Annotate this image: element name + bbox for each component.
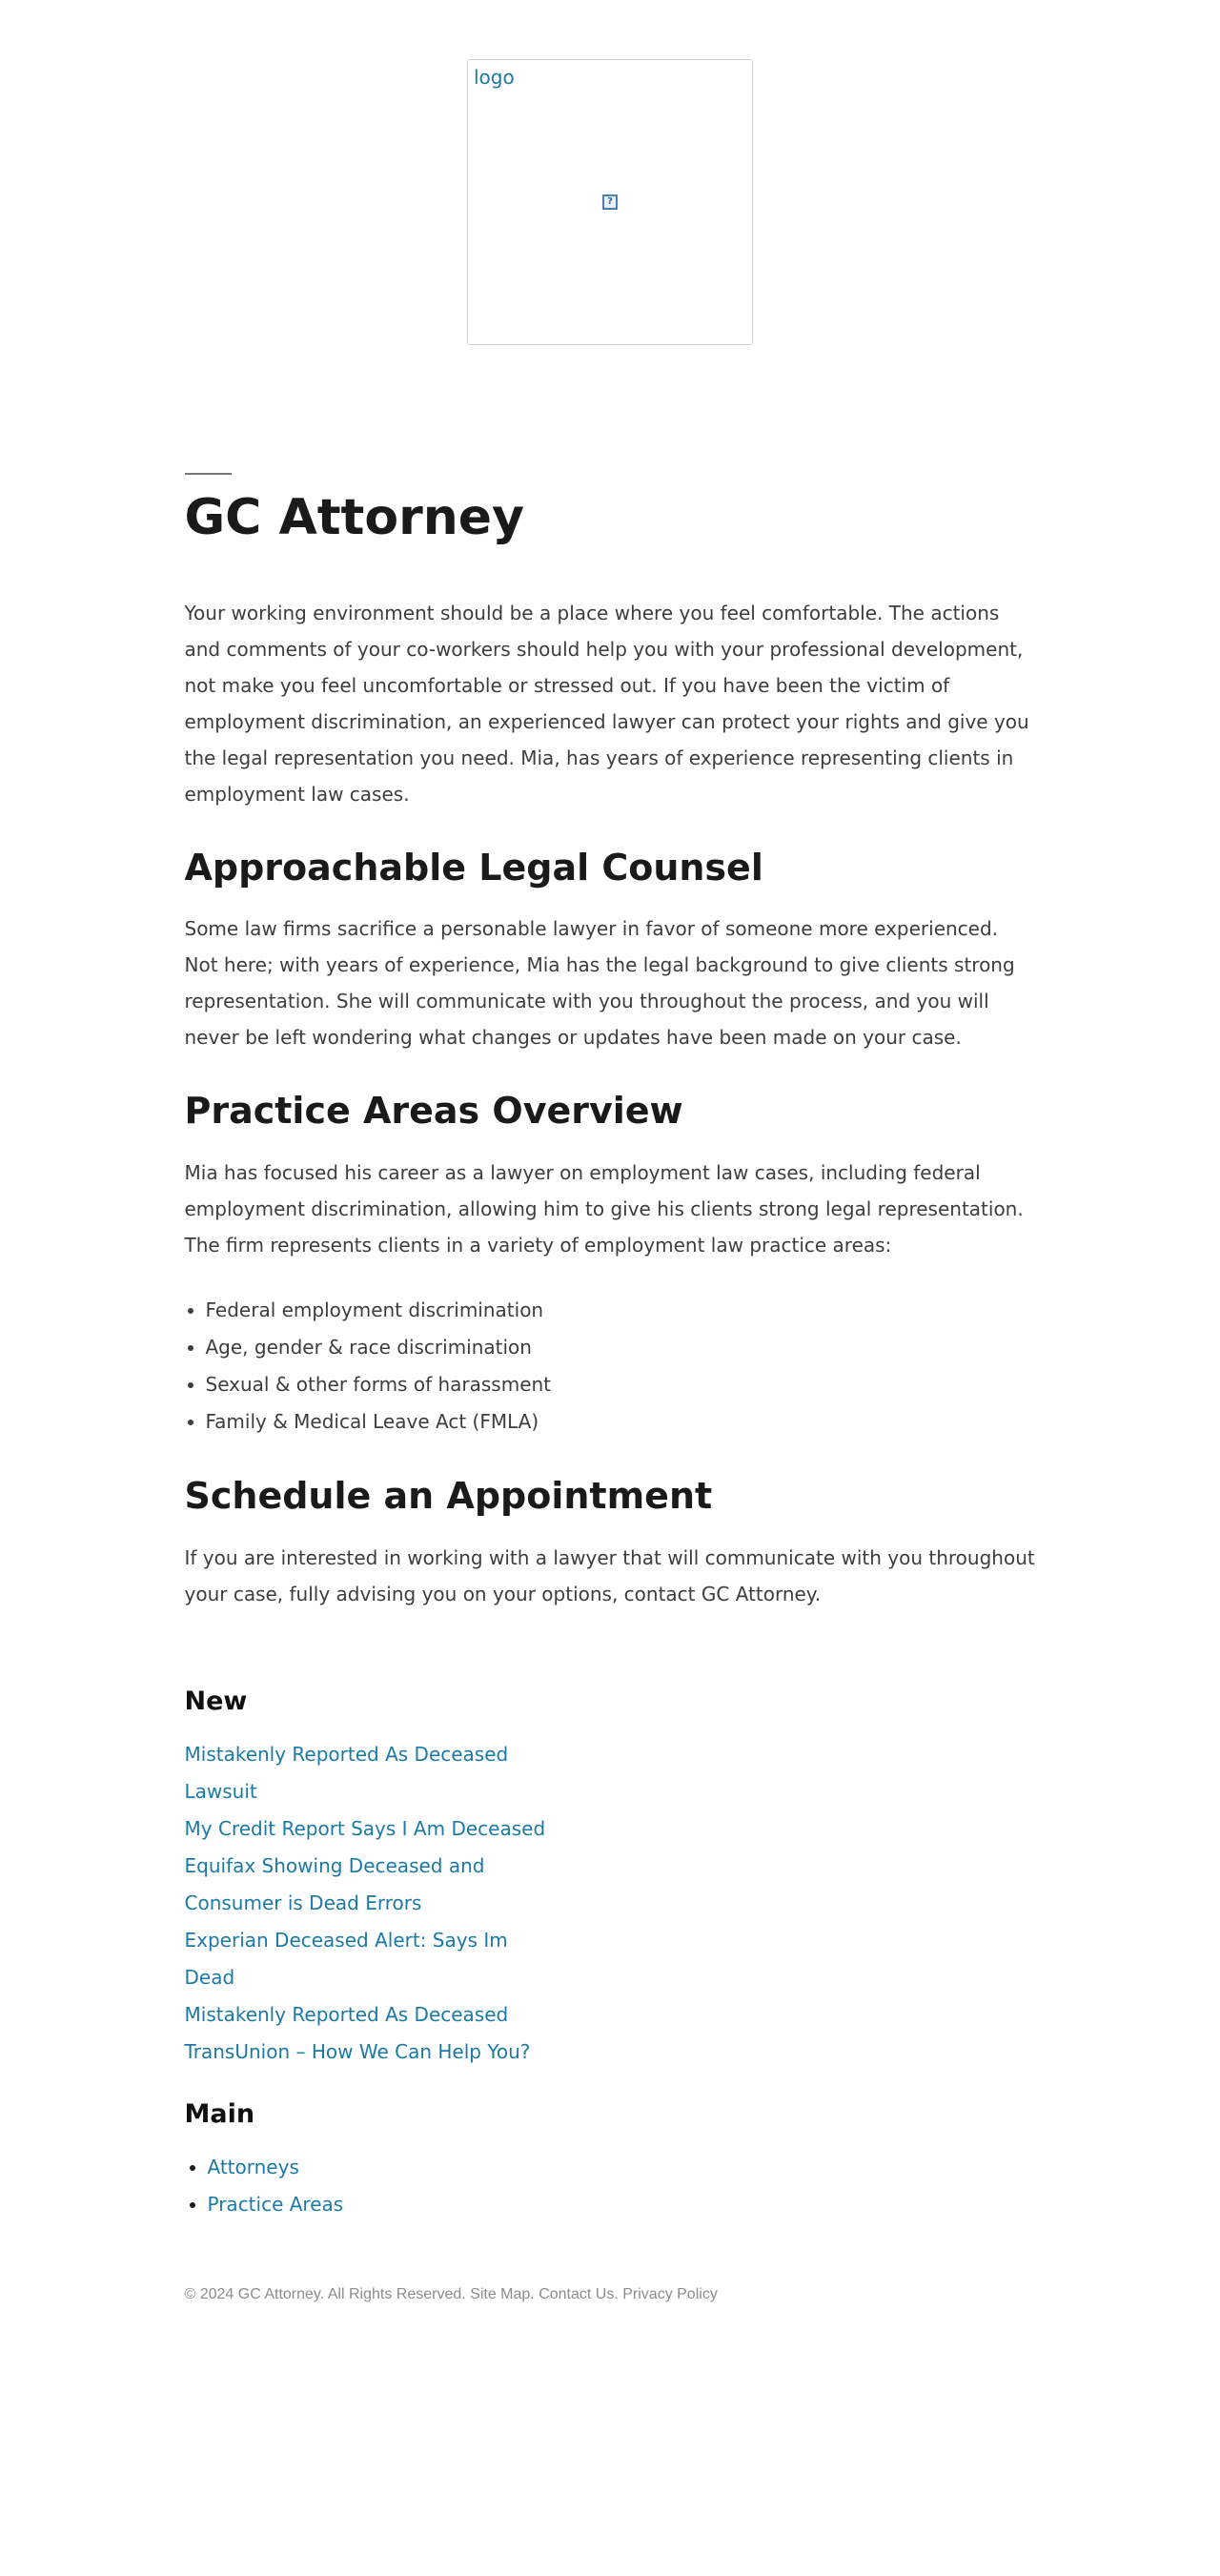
site-map-link[interactable]: Site Map.: [470, 2286, 535, 2303]
widget-title-new: New: [184, 1686, 248, 1716]
page-container: [185, 0, 1036, 2341]
broken-image-icon: [602, 194, 618, 210]
footer-link-transunion-help[interactable]: Mistakenly Reported As Deceased TransUnion – How We Can Help You?: [184, 2002, 531, 2063]
section-heading-approachable-legal-counsel: Approachable Legal Counsel: [184, 846, 763, 889]
footer-link-mistakenly-reported-lawsuit[interactable]: Mistakenly Reported As Deceased Lawsuit: [184, 1742, 509, 1803]
practice-areas-paragraph: Mia has focused his career as a lawyer on employment law cases, including federal employment discrimination, allowing him to give his clients strong legal representation. The firm represents clients in a variety of employment law practice areas:: [184, 1160, 1024, 1257]
contact-us-link[interactable]: Contact Us.: [539, 2286, 619, 2303]
footer-link-attorneys[interactable]: Attorneys: [207, 2156, 299, 2179]
footer-link-credit-report-deceased[interactable]: My Credit Report Says I Am Deceased: [184, 1816, 546, 1840]
list-item: • Age, gender & race discrimination: [206, 1329, 1036, 1366]
intro-paragraph: Your working environment should be a place where you feel comfortable. The actions and comments of your co-workers should help you with your professional development, not make you feel uncomfortable or stressed out. If you have been the victim of employment discrimination, an experienced lawyer can protect your rights and give you the legal representation you need. Mia, has years of experience representing clients in employment law cases.: [184, 601, 1029, 806]
footer-link-practice-areas[interactable]: Practice Areas: [207, 2193, 344, 2217]
page-title: GC Attorney: [184, 489, 524, 546]
main-content: [185, 473, 1036, 1612]
list-item: [208, 2149, 547, 2186]
list-item: • Sexual & other forms of harassment: [206, 1366, 1036, 1403]
footer-widget-new: [185, 1687, 547, 2071]
copyright-text: © 2024 GC Attorney. All Rights Reserved.: [184, 2286, 466, 2303]
list-item: • Federal employment discrimination: [206, 1292, 1036, 1329]
schedule-appointment-paragraph: If you are interested in working with a lawyer that will communicate with you throughout your case, fully advising you on your options, contact GC Attorney.: [184, 1545, 1035, 1605]
question-mark-glyph: ?: [607, 196, 613, 207]
privacy-policy-link[interactable]: Privacy Policy: [622, 2286, 718, 2303]
list-item: • Family & Medical Leave Act (FMLA): [206, 1403, 1036, 1441]
recent-posts-links: [185, 1736, 547, 2071]
approachable-legal-counsel-paragraph: Some law firms sacrifice a personable lawyer in favor of someone more experienced. Not here; with years of experience, Mia has the legal background to give clients strong representation. She will communicate with you throughout the process, and you will never be left wondering what changes or updates have been made on your case.: [184, 917, 1015, 1050]
logo-link[interactable]: [467, 59, 753, 345]
section-heading-schedule-an-appointment: Schedule an Appointment: [184, 1474, 713, 1517]
list-item: [208, 2186, 547, 2223]
practice-areas-list: [185, 1292, 1036, 1441]
logo-alt-text: logo: [474, 66, 515, 89]
site-footer: [185, 1687, 1036, 2304]
section-heading-practice-areas-overview: Practice Areas Overview: [184, 1090, 683, 1133]
heading-divider: [185, 473, 232, 475]
footer-link-experian-deceased-alert[interactable]: Experian Deceased Alert: Says Im Dead: [184, 1928, 508, 1989]
widget-title-main: Main: [184, 2098, 255, 2129]
site-header: [185, 59, 1036, 345]
main-nav-list: [185, 2149, 547, 2223]
footer-widget-main: [185, 2099, 547, 2223]
copyright-bar: [185, 2286, 1036, 2303]
footer-link-equifax-deceased-errors[interactable]: Equifax Showing Deceased and Consumer is Dead Errors: [184, 1853, 485, 1914]
